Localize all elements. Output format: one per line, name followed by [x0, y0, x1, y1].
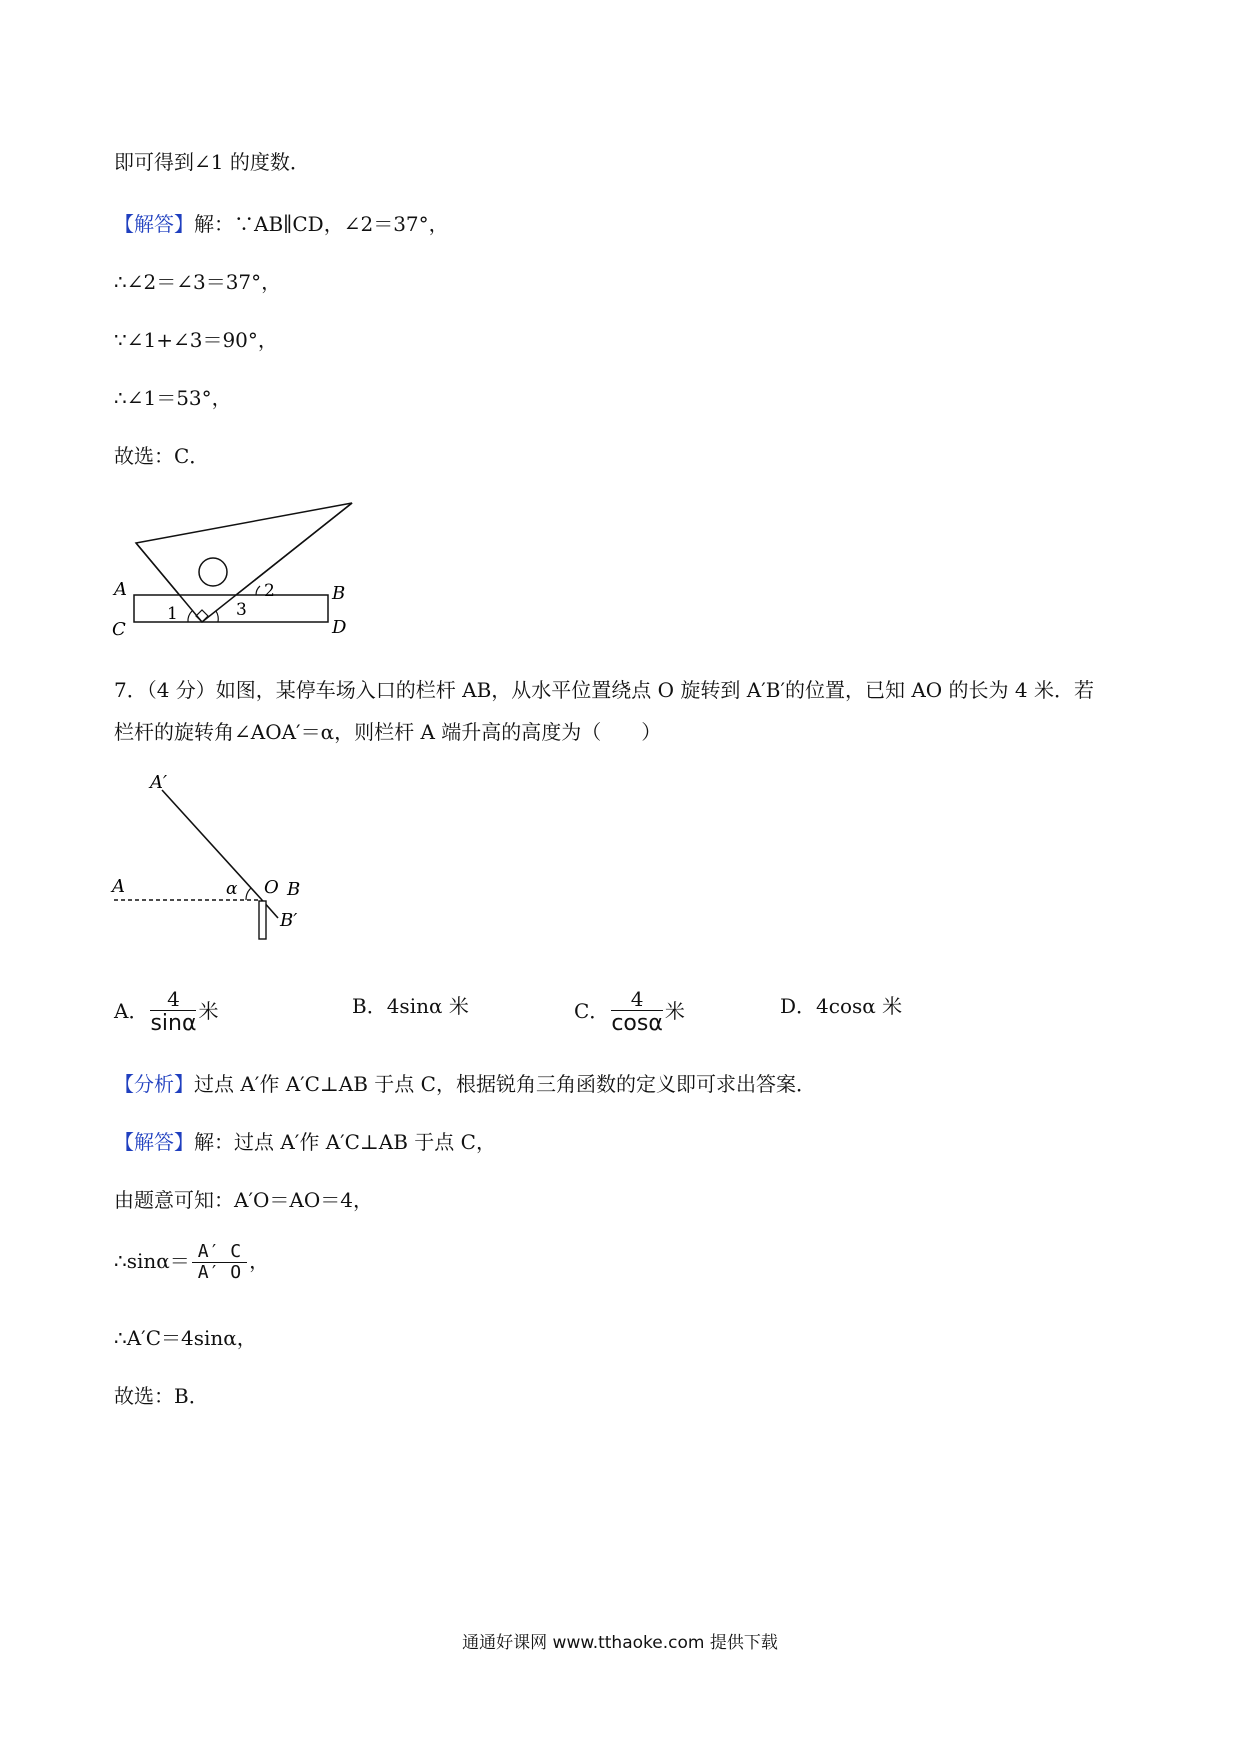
label-alpha: α — [226, 879, 238, 899]
label-o: O — [264, 877, 279, 898]
option-d — [780, 992, 902, 1020]
solution-line-2: 由题意可知：A′O＝AO＝4， — [114, 1188, 373, 1212]
option-a-label: A． — [114, 999, 149, 1023]
analysis-tag: 【分析】 — [114, 1072, 194, 1096]
label-c: C — [112, 619, 126, 640]
option-c-denominator: cosα — [611, 1011, 663, 1036]
answer-line-4: ∴∠1＝53°， — [114, 386, 232, 410]
text-line-conclusion: 即可得到∠1 的度数． — [114, 150, 310, 174]
analysis-text: 过点 A′作 A′C⊥AB 于点 C，根据锐角三角函数的定义即可求出答案． — [194, 1072, 816, 1096]
option-c-fraction — [611, 988, 663, 1037]
label-a: A — [114, 579, 127, 600]
label-b: B — [287, 879, 301, 900]
question-line-1: 7．（4 分）如图，某停车场入口的栏杆 AB，从水平位置绕点 O 旋转到 A′B′的位置，已知 AO 的长为 4 米．若 — [114, 678, 1094, 702]
solution-sin-fraction — [192, 1242, 247, 1283]
option-a-denominator: sinα — [150, 1011, 197, 1036]
question-line-2: 栏杆的旋转角∠AOA′＝α，则栏杆 A 端升高的高度为（ ） — [114, 720, 662, 744]
option-b-text: 4sinα 米 — [386, 994, 469, 1018]
label-d: D — [332, 617, 347, 638]
option-a-numerator: 4 — [150, 988, 196, 1011]
solution-line-5: 故选：B． — [114, 1384, 209, 1408]
label-a-prime: A′ — [150, 772, 168, 793]
answer-line-5: 故选：C． — [114, 444, 210, 468]
option-c — [574, 988, 685, 1037]
option-a-unit: 米 — [198, 999, 219, 1023]
solution-sin-prefix: ∴sinα＝ — [114, 1249, 190, 1273]
option-a-fraction — [150, 988, 196, 1037]
label-angle-2: 2 — [264, 581, 275, 601]
solution-line-4: ∴A′C＝4sinα， — [114, 1326, 257, 1350]
solution-sin-numerator: A′ C — [192, 1242, 247, 1263]
analysis-line — [114, 1070, 816, 1098]
solution-sin-suffix: ， — [249, 1249, 270, 1273]
answer-text: 解：∵AB∥CD，∠2＝37°， — [194, 212, 449, 236]
option-a — [114, 988, 218, 1037]
answer-tag: 【解答】 — [114, 212, 194, 236]
answer-line-1 — [114, 210, 449, 238]
label-angle-1: 1 — [167, 604, 178, 624]
label-b: B — [332, 583, 346, 604]
answer-line-3: ∵∠1+∠3＝90°， — [114, 328, 278, 352]
label-b-prime: B′ — [280, 910, 298, 931]
option-c-numerator: 4 — [611, 988, 663, 1011]
option-b — [352, 992, 469, 1020]
option-b-label: B． — [352, 994, 387, 1018]
solution-sin-denominator: A′ O — [197, 1262, 242, 1283]
answer-line-2: ∴∠2＝∠3＝37°， — [114, 270, 282, 294]
solution-text-1: 解：过点 A′作 A′C⊥AB 于点 C， — [194, 1130, 496, 1154]
option-d-text: 4cosα 米 — [816, 994, 903, 1018]
label-angle-3: 3 — [236, 600, 247, 620]
option-c-label: C． — [574, 999, 610, 1023]
solution-line-1 — [114, 1128, 496, 1156]
option-c-unit: 米 — [664, 999, 685, 1023]
option-d-label: D． — [780, 994, 817, 1018]
solution-line-3 — [114, 1242, 269, 1283]
solution-tag: 【解答】 — [114, 1130, 194, 1154]
figure-parking-barrier — [100, 770, 340, 950]
label-a: A — [112, 876, 125, 897]
figure-set-square — [100, 495, 380, 645]
page-footer: 通通好课网 www.tthaoke.com 提供下载 — [462, 1633, 778, 1653]
